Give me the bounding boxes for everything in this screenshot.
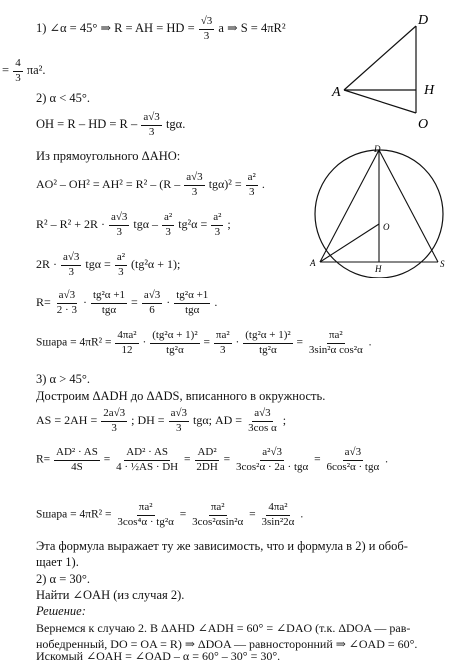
fraction [55, 290, 79, 316]
lead: 2R · [36, 256, 57, 271]
numerator: a² [246, 172, 258, 186]
mid: · [82, 294, 87, 309]
denominator: 2DH [196, 460, 218, 473]
figure-triangle [330, 8, 460, 133]
denominator: 3 [148, 125, 155, 138]
tail: (tg²α + 1); [131, 256, 181, 271]
denominator: 12 [121, 343, 133, 356]
fraction [115, 330, 138, 356]
denominator: tg²α [166, 343, 184, 356]
fraction [246, 408, 279, 434]
extend-text: Достроим ΔADH до ΔADS, вписанного в окружность. [36, 389, 326, 403]
numerator: a√3 [142, 290, 162, 304]
fraction [114, 447, 180, 473]
fraction [109, 212, 129, 238]
solution-heading: Решение: [36, 604, 86, 618]
fraction [162, 212, 174, 238]
fraction [307, 330, 365, 356]
mid: tgα – [133, 216, 159, 231]
tail: . [214, 294, 218, 309]
numerator: 4πa² [266, 502, 289, 516]
denominator: 3 [68, 265, 74, 278]
denominator: 3 [165, 225, 171, 238]
fraction [184, 172, 204, 198]
numerator: a²√3 [260, 447, 284, 461]
tail: . [300, 508, 304, 521]
fraction [101, 408, 127, 434]
fraction [115, 502, 176, 528]
mid: = [184, 453, 191, 466]
numerator: πa² [137, 502, 155, 516]
mid: = [249, 508, 256, 521]
mid: = [103, 453, 111, 466]
lead: R= [36, 453, 51, 466]
eq-R [36, 290, 217, 316]
mid: tg²α = [178, 216, 208, 231]
mid: · [142, 336, 147, 349]
fraction [61, 252, 81, 278]
denominator: 3 [118, 265, 124, 278]
label-s: S [440, 259, 445, 269]
numerator: (tg²α + 1)² [150, 330, 199, 344]
numerator: 2a√3 [101, 408, 127, 422]
mid: = [131, 294, 138, 309]
denominator: tgα [185, 303, 200, 316]
label-a: A [310, 258, 316, 268]
tail: . [261, 176, 265, 191]
eq-ao [36, 172, 265, 198]
numerator: AD² [195, 447, 218, 461]
tail: tgα. [165, 116, 186, 131]
denominator: 6 [149, 303, 155, 316]
numerator: a√3 [57, 290, 77, 304]
denominator: 3cos²α · 2a · tgα [236, 460, 309, 473]
segment-da [320, 150, 379, 262]
fraction [169, 408, 189, 434]
mid: = [179, 508, 187, 521]
segment-ad [344, 26, 416, 90]
mid: = [314, 453, 321, 466]
numerator: a√3 [61, 252, 81, 266]
numerator: √3 [199, 16, 215, 30]
denominator: 3sin²2α [261, 515, 295, 528]
numerator: (tg²α + 1)² [243, 330, 292, 344]
denominator: 3cos α [248, 421, 277, 434]
eq-as [36, 408, 286, 434]
denominator: 3 [220, 343, 226, 356]
case1b-line [2, 58, 46, 84]
mid: tgα; AD = [193, 412, 243, 427]
numerator: a√3 [109, 212, 129, 226]
tail: . [368, 336, 372, 349]
triangle-title: Из прямоугольного ΔAHO: [36, 149, 181, 163]
label-h: H [375, 264, 382, 274]
fraction [54, 447, 100, 473]
denominator: 3 [116, 225, 122, 238]
numerator: πa² [214, 330, 232, 344]
numerator: AD² · AS [54, 447, 100, 461]
denominator: tg²α [259, 343, 277, 356]
case4-label: 2) α = 30°. [36, 572, 91, 586]
numerator: a√3 [184, 172, 204, 186]
denominator: 3 [214, 225, 221, 238]
fraction [234, 447, 310, 473]
label-h: H [424, 83, 435, 98]
mid: tgα = [85, 256, 111, 271]
denominator: 3 [15, 71, 21, 84]
denominator: 3cos⁴α · tg²α [117, 515, 174, 528]
fraction [91, 290, 127, 316]
denominator: 4S [71, 460, 83, 473]
lead: R= [36, 294, 51, 309]
numerator: a√3 [252, 408, 272, 422]
case2-label: 2) α < 45°. [36, 91, 91, 105]
denominator: 3cos²αsin²α [192, 515, 244, 528]
fraction [141, 112, 161, 138]
fraction [190, 502, 245, 528]
numerator: a² [211, 212, 223, 226]
eq-R2 [36, 447, 388, 473]
eq-2r [36, 252, 180, 278]
numerator: tg²α +1 [174, 290, 210, 304]
fraction [246, 172, 258, 198]
denominator: 2 · 3 [56, 303, 77, 316]
solution-line-3: Искомый ∠OAH = ∠OAD – α = 60° – 30° = 30°. [36, 649, 281, 663]
mid: · [166, 294, 171, 309]
tail: πa². [26, 62, 46, 77]
fraction [150, 330, 199, 356]
numerator: 4 [13, 58, 23, 72]
denominator: 3 [111, 421, 117, 434]
figure-circle [306, 140, 458, 278]
mid: ; DH = [131, 412, 165, 427]
case3-label: 3) α > 45°. [36, 372, 91, 386]
denominator: 3 [249, 185, 255, 198]
denominator: 3 [203, 29, 210, 42]
numerator: AD² · AS [124, 447, 170, 461]
lead: Sшара = 4πR² = [36, 336, 112, 349]
fraction [243, 330, 292, 356]
denominator: 3 [176, 421, 182, 434]
note-line-2: щает 1). [36, 555, 79, 569]
denominator: tgα [101, 303, 117, 316]
numerator: πa² [327, 330, 345, 344]
lead: AS = 2AH = [36, 412, 98, 427]
fraction [174, 290, 210, 316]
label-o: O [383, 222, 390, 232]
fraction [13, 58, 23, 84]
numerator: a√3 [343, 447, 363, 461]
find-text: Найти ∠OAH (из случая 2). [36, 588, 185, 602]
fraction [194, 447, 219, 473]
case1-tail: a ⇒ S = 4πR² [218, 20, 286, 35]
segment-ds [379, 150, 438, 262]
case1-label: 1) ∠α = 45° ⇒ R = AH = HD = [36, 20, 195, 35]
case1-line [36, 16, 286, 42]
solution-line-1: Вернемся к случаю 2. В ΔAHD ∠ADH = 60° = ∠DAO (т.к. ΔDOA — рав- [36, 621, 411, 635]
mid: · [235, 336, 240, 349]
denominator: 3 [191, 185, 198, 198]
tail: ; [282, 412, 287, 427]
numerator: a√3 [169, 408, 189, 422]
denominator: 3sin²α cos²α [308, 343, 363, 356]
label-d: D [374, 144, 381, 154]
fraction [211, 212, 223, 238]
lead: OH = R – HD = R – [36, 116, 138, 131]
denominator: 6cos²α · tgα [326, 460, 380, 473]
tail: ; [227, 216, 231, 231]
label-a: A [332, 85, 341, 100]
mid: = [296, 336, 304, 349]
mid: = [223, 453, 231, 466]
note-line-1: Эта формула выражает ту же зависимость, что и формула в 2) и обоб- [36, 539, 408, 553]
numerator: a² [162, 212, 174, 226]
fraction [115, 252, 127, 278]
mid: = [203, 336, 211, 349]
numerator: 4πa² [115, 330, 138, 344]
lead: Sшара = 4πR² = [36, 508, 112, 521]
numerator: πa² [209, 502, 227, 516]
segment-ao [320, 224, 379, 262]
fraction [325, 447, 382, 473]
segment-ao [344, 90, 416, 113]
tail: . [385, 453, 388, 466]
lead: AO² – OH² = AH² = R² – (R – [36, 176, 181, 191]
eq-S2 [36, 502, 303, 528]
oh-line [36, 112, 185, 138]
label-d: D [418, 13, 429, 28]
numerator: a² [115, 252, 127, 266]
label-o: O [418, 117, 429, 132]
eq-r2 [36, 212, 231, 238]
numerator: tg²α +1 [91, 290, 127, 304]
lead: = [2, 62, 10, 77]
fraction [142, 290, 162, 316]
fraction [260, 502, 297, 528]
fraction [199, 16, 215, 42]
numerator: a√3 [141, 112, 161, 126]
denominator: 4 · ½AS · DH [116, 460, 179, 473]
fraction [214, 330, 232, 356]
mid: tgα)² = [208, 176, 242, 191]
solution-line-2: нобедренный, DO = OA = R) ⇒ ΔDOA — равносторонний ⇒ ∠OAD = 60°. [36, 637, 418, 651]
eq-S1 [36, 330, 372, 356]
lead: R² – R² + 2R · [36, 216, 105, 231]
